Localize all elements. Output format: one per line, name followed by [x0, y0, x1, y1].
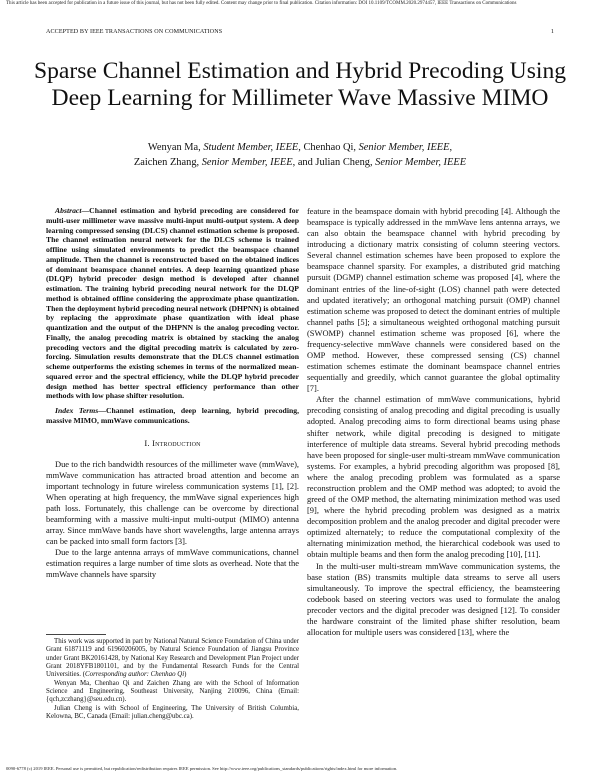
index-terms — [46, 406, 299, 426]
accepted-article-notice: This article has been accepted for publication in a future issue of this journal, but has not been fully edited. Content may change prior to final publication. Citation information: DOI 10.1109/TCOMM.2020.2974457, IEEE Transactions on Communications — [6, 1, 517, 6]
affiliation-note-2: Julian Cheng is with School of Engineering, The University of British Columbia, Kelowna, BC, Canada (Email: julian.cheng@ubc.ca). — [46, 704, 299, 721]
section-heading-introduction: I. Introduction — [144, 437, 201, 448]
journal-running-title: ACCEPTED BY IEEE TRANSACTIONS ON COMMUNICATIONS — [46, 29, 223, 35]
intro-paragraph-2: Due to the large antenna arrays of mmWave communications, channel estimation requires a large number of time slots as overhead. Note that the mmWave channels have sparsity — [46, 547, 299, 580]
body-paragraph-2: After the channel estimation of mmWave communications, hybrid precoding consisting of analog precoding and digital precoding is usually adopted. Analog precoding aims to form directional beams using phase shifter network, while digital precoding is designed to mitigate interference of multiple data streams. Several hybrid precoding methods have been proposed for single-user multi-stream mmWave communication systems. For examples, a hybrid precoding algorithm was proposed [8], where the analog precoding problem was formulated as a sparse reconstruction problem and the OMP method was adopted; to avoid the greed of the OMP method, the alternating minimization method was used [9], where the hybrid precoding problem was designed as a matrix decomposition problem and the analog precoder and digital precoder were optimized alternately; to reduce the computational complexity of the alternating minimization method, the hierarchical codebook was used to obtain multiple beams and then form the analog precoding [10], [11]. — [307, 394, 560, 560]
author-name: , Chenhao Qi, — [298, 142, 359, 153]
corresponding-author: Corresponding author: Chenhao Qi — [85, 671, 185, 679]
abstract — [46, 206, 299, 426]
author-line-1 — [60, 141, 540, 156]
abstract-paragraph — [46, 206, 299, 401]
funding-text: This work was supported in part by National Natural Science Foundation of China under Grant 61871119 and 61960206005, by Natural Science Foundation of Jiangsu Province under Grant BK20161428, by National Key Research and Development Plan Project under Grant 2018YFB1801101, and by the Fundamental Research Funds for the Central Universities. ( — [46, 638, 299, 679]
body-paragraph-3: In the multi-user multi-stream mmWave communication systems, the base station (BS) transmits multiple data streams to serve all users simultaneously. To improve the spectral efficiency, the beamsteering codebook based on steering vectors was used to formulate the analog precoder vectors and the digital precoder was designed [12]. To consider the hardware constraint of the limited phase shifter resolution, beam allocation for multiple users was considered [13], where the — [307, 560, 560, 637]
left-column — [46, 206, 299, 580]
abstract-text: —Channel estimation and hybrid precoding are considered for multi-user millimeter wave massive multi-input multi-output system. A deep learning compressed sensing (DLCS) channel estimation scheme is proposed. The channel estimation neural network for the DLCS scheme is trained offline using simulated environments to predict the beamspace channel amplitude. Then the channel is reconstructed based on the obtained indices of dominant beamspace channel entries. A deep learning quantized phase (DLQP) hybrid precoder design method is developed after channel estimation. The training hybrid precoding neural network for the DLQP method is obtained offline considering the approximate phase quantization. Then the deployment hybrid precoding neural network (DHPNN) is obtained by replacing the approximate phase quantization with ideal phase quantization and the output of the DHPNN is the analog precoding vector. Finally, the analog precoding matrix is obtained by stacking the analog precoding vectors and the digital precoding matrix is calculated by zero-forcing. Simulation results demonstrate that the DLCS channel estimation scheme outperforms the existing schemes in terms of the normalized mean-squared error and the spectral efficiency, while the DLQP hybrid precoder design method has better spectral efficiency performance than other methods with low phase shifter resolution. — [46, 206, 299, 401]
author-role: Senior Member, IEEE — [358, 142, 450, 153]
author-role: Senior Member, IEEE — [201, 156, 293, 168]
funding-close: ) — [184, 671, 187, 679]
page-number: 1 — [550, 29, 554, 35]
running-head — [46, 29, 554, 35]
separator: , — [449, 142, 453, 153]
index-terms-text: —Channel estimation, deep learning, hybrid precoding, massive MIMO, mmWave communications. — [46, 406, 299, 425]
author-name: Wenyan Ma, — [147, 142, 204, 153]
author-role: Student Member, IEEE — [203, 142, 299, 153]
author-line-2 — [60, 156, 540, 171]
intro-paragraph-1: Due to the rich bandwidth resources of the millimeter wave (mmWave), mmWave communication has attracted broad attention and become an important technology in future wireless communication systems [1], [2]. When operating at high frequency, the mmWave signal experiences high path loss. Fortunately, this challenge can be overcome by directional beamforming with a massive multi-input multi-output (MIMO) antenna array. Since mmWave bands have short wavelengths, large antenna arrays can be packed into small form factors [3]. — [46, 458, 299, 547]
copyright-notice: 0090-6778 (c) 2019 IEEE. Personal use is permitted, but republication/redistribution requires IEEE permission. See http://www.ieee.org/publications_standards/publications/rights/index.html for more information. — [6, 766, 398, 771]
funding-note — [46, 638, 299, 680]
abstract-label: Abstract — [55, 206, 82, 215]
affiliation-note-1: Wenyan Ma, Chenhao Qi and Zaichen Zhang are with the School of Information Science and Engineering, Southeast University, Nanjing 210096, China (Email: {qch,zczhang}@seu.edu.cn). — [46, 679, 299, 704]
author-name: , and Julian Cheng, — [292, 156, 376, 168]
author-list — [60, 141, 540, 170]
author-role: Senior Member, IEEE — [375, 156, 467, 168]
body-paragraph-1: feature in the beamspace domain with hybrid precoding [4]. Although the beamspace is typically addressed in the mmWave lens antenna arrays, we can also obtain the beamspace channel with hybrid precoding by introducing a dictionary matrix consisting of column steering vectors. Several channel estimation schemes have been proposed to explore the beamspace channel sparsity. For examples, a distributed grid matching pursuit (DGMP) channel estimation scheme was proposed [4], where the dominant entries of the line-of-sight (LOS) channel path were detected and updated iteratively; an orthogonal matching pursuit (OMP) channel estimation scheme was proposed to detect the dominant entries of multiple channel paths [5]; a simultaneous weighted orthogonal matching pursuit (SWOMP) channel estimation scheme was proposed [6], where the frequency-selective mmWave channels were considered based on the OMP method. However, these compressed sensing (CS) channel estimation schemes estimate the dominant beamspace channel entries sequentially and greedily, which cannot guarantee the global optimality [7]. — [307, 206, 560, 394]
footnote — [46, 634, 299, 721]
author-name: Zaichen Zhang, — [133, 156, 202, 168]
paper-title: Sparse Channel Estimation and Hybrid Precoding Using Deep Learning for Millimeter Wave Massive MIMO — [33, 58, 567, 112]
right-column — [307, 206, 560, 638]
footnote-rule — [46, 634, 106, 635]
index-terms-label: Index Terms — [55, 406, 99, 415]
